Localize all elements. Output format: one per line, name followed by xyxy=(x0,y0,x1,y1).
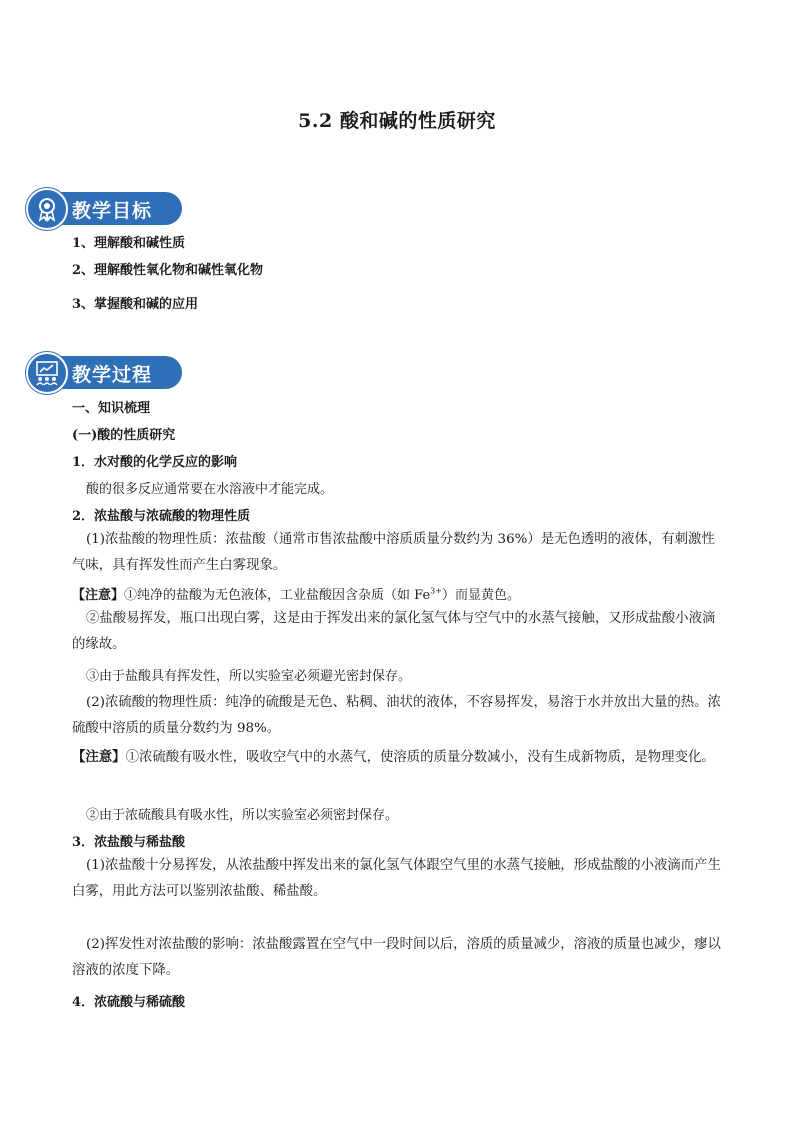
paragraph: (2)浓硫酸的物理性质：纯净的硫酸是无色、粘稠、油状的液体，不容易挥发，易溶于水并放出大量的热。浓硫酸中溶质的质量分数约为 98%。 xyxy=(72,695,721,736)
process-banner-label: 教学过程 xyxy=(72,364,153,386)
subheading-4: 4．浓硫酸与稀硫酸 xyxy=(72,995,186,1010)
award-ribbon-icon xyxy=(26,188,68,230)
paragraph: (1)浓盐酸的物理性质：浓盐酸（通常市售浓盐酸中溶质质量分数约为 36%）是无色透明的液体，有刺激性气味，具有挥发性而产生白雾现象。 xyxy=(72,532,715,573)
paragraph: 酸的很多反应通常要在水溶液中才能完成。 xyxy=(86,482,334,497)
page-title: 5.2 酸和碱的性质研究 xyxy=(298,110,496,132)
objectives-banner-label: 教学目标 xyxy=(72,200,153,222)
objectives-banner xyxy=(26,188,184,228)
subheading-1: 1．水对酸的化学反应的影响 xyxy=(72,455,238,470)
note-paragraph: ②由于浓硫酸具有吸水性，所以实验室必须密封保存。 xyxy=(86,808,399,823)
paragraph: (1)浓盐酸十分易挥发，从浓盐酸中挥发出来的氯化氢气体跟空气里的水蒸气接触，形成盐酸的小液滴而产生白雾，用此方法可以鉴别浓盐酸、稀盐酸。 xyxy=(72,858,721,899)
heading-acid-properties: (一)酸的性质研究 xyxy=(72,428,176,443)
objective-item: 2、理解酸性氧化物和碱性氧化物 xyxy=(72,263,264,278)
subheading-2: 2．浓盐酸与浓硫酸的物理性质 xyxy=(72,509,251,524)
objective-item: 1、理解酸和碱性质 xyxy=(72,236,186,251)
note-paragraph: ②盐酸易挥发，瓶口出现白雾，这是由于挥发出来的氯化氢气体与空气中的水蒸气接触，又形成盐酸小液滴的缘故。 xyxy=(72,611,716,652)
paragraph: (2)挥发性对浓盐酸的影响：浓盐酸露置在空气中一段时间以后，溶质的质量减少，溶液的质量也减少，瘳以溶液的浓度下降。 xyxy=(72,937,721,978)
note-paragraph: 【注意】①纯净的盐酸为无色液体，工业盐酸因含杂质（如 $Fe^{3+}$）而显黄色。 xyxy=(72,586,520,603)
team-chart-icon xyxy=(26,352,68,394)
process-banner xyxy=(26,352,184,392)
objective-item: 3、掌握酸和碱的应用 xyxy=(72,297,199,312)
note-paragraph: 【注意】①浓硫酸有吸水性，吸收空气中的水蒸气，使溶质的质量分数减小，没有生成新物质，是物理变化。 xyxy=(72,749,715,765)
heading-knowledge: 一、知识梳理 xyxy=(72,401,151,416)
note-label: 【注意】 xyxy=(72,588,125,603)
subheading-3: 3．浓盐酸与稀盐酸 xyxy=(72,835,186,850)
note-paragraph: ③由于盐酸具有挥发性，所以实验室必须避光密封保存。 xyxy=(86,669,412,684)
note-label: 【注意】 xyxy=(72,749,126,765)
